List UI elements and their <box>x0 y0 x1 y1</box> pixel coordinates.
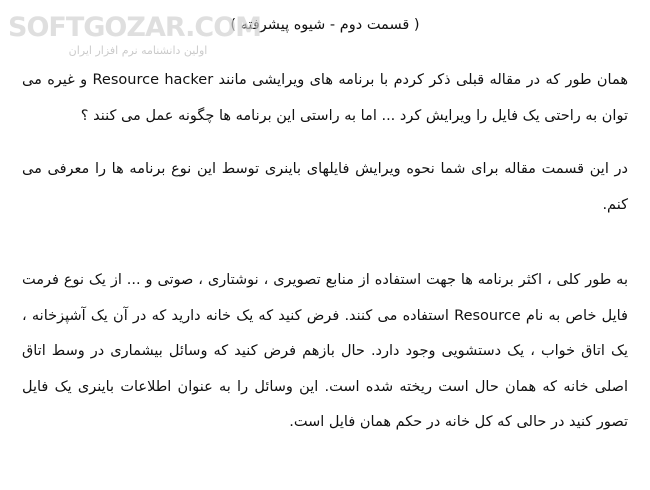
paragraph-3: به طور کلی ، اکثر برنامه ها جهت استفاده از منابع تصویری ، نوشتاری ، صوتی و ... از یک نوع فرمت فایل خاص به نام Resource استفاده می کنند. فرض کنید که یک خانه دارید که در آن یک آشپزخانه ، یک اتاق خواب ، یک دستشویی وجود دارد. حال بازهم فرض کنید که وسائل بیشماری در وسط اتاق اصلی خانه که همان حال است ریخته شده است. این وسائل را به عنوان اطلاعات باینری یک فایل تصور کنید در حالی که کل خانه در حکم همان فایل است. <box>22 272 628 431</box>
paragraph-1: همان طور که در مقاله قبلی ذکر کردم با برنامه های ویرایشی مانند Resource hacker و غیره می توان به راحتی یک فایل را ویرایش کرد ... اما به راستی این برنامه ها چگونه عمل می کنند ؟ <box>22 72 628 124</box>
watermark-sub-text: اولین دانشنامه نرم افزار ایران <box>68 44 208 57</box>
paragraph-spacer <box>22 241 628 263</box>
watermark-main-text: SOFTGOZAR.COM <box>8 12 262 43</box>
page-title: ( قسمت دوم - شیوه پیشرفته ) <box>230 17 420 33</box>
paragraph-2: در این قسمت مقاله برای شما نحوه ویرایش فایلهای باینری توسط این نوع برنامه ها را معرفی می کنم. <box>22 161 628 213</box>
